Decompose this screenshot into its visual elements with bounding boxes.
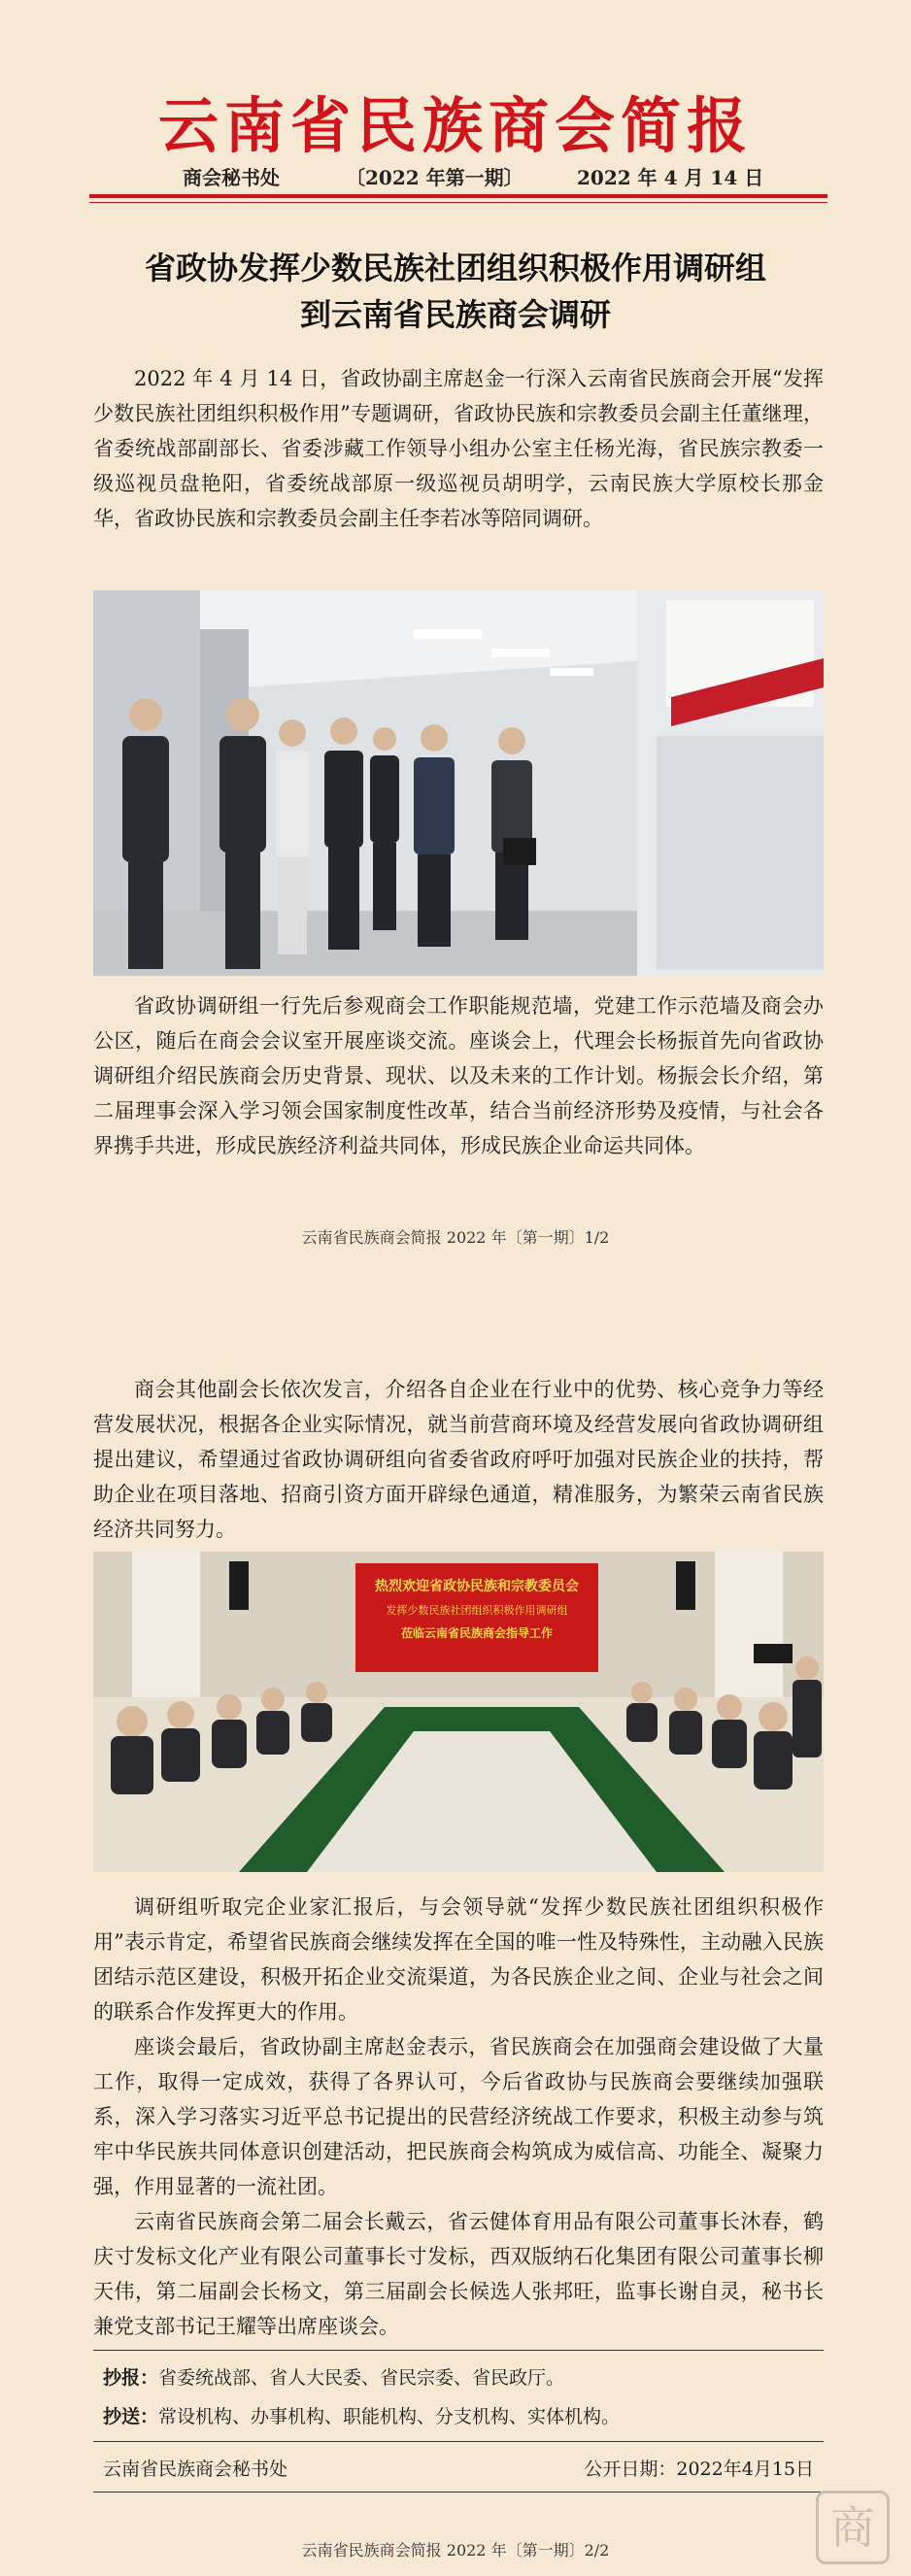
page-footer-2: 云南省民族商会简报 2022 年〔第一期〕2/2 bbox=[301, 2541, 610, 2559]
issuer: 商会秘书处 bbox=[183, 166, 280, 189]
header-rule-thin bbox=[89, 202, 827, 203]
distribution-block bbox=[93, 2350, 824, 2500]
headline-line-2: 到云南省民族商会调研 bbox=[299, 296, 611, 333]
banner-line-3: 莅临云南省民族商会指导工作 bbox=[400, 1626, 554, 1640]
photo-meeting-room bbox=[93, 1552, 824, 1872]
distribution-rule-middle bbox=[93, 2441, 824, 2442]
corridor-scene bbox=[93, 590, 824, 976]
issue-date: 2022 年 4 月 14 日 bbox=[577, 166, 764, 189]
paragraph-4: 调研组听取完企业家汇报后，与会领导就“发挥少数民族社团组织积极作用”表示肯定，希望省民族商会继续发挥在全国的唯一性及特殊性，主动融入民族团结示范区建设，积极开拓企业交流渠道，为各民族企业之间、企业与社会之间的联系合作发挥更大的作用。 bbox=[93, 1895, 824, 2024]
page-footer-1: 云南省民族商会简报 2022 年〔第一期〕1/2 bbox=[301, 1228, 610, 1247]
chamber-logo: 商 bbox=[816, 2491, 890, 2564]
photo-visit-corridor bbox=[93, 590, 824, 976]
report-recipients: 省委统战部、省人大民委、省民宗委、省民政厅。 bbox=[158, 2367, 565, 2389]
article-headline bbox=[58, 245, 853, 338]
report-label: 抄报： bbox=[103, 2367, 159, 2389]
masthead-title: 云南省民族商会简报 bbox=[157, 90, 753, 161]
issue-number: 〔2022 年第一期〕 bbox=[346, 166, 523, 189]
publish-date: 公开日期：2022年4月15日 bbox=[584, 2459, 814, 2480]
distribution-rule-top bbox=[93, 2350, 824, 2351]
paragraph-6: 云南省民族商会第二届会长戴云，省云健体育用品有限公司董事长沐春，鹤庆寸发标文化产业有限公司董事长寸发标，西双版纳石化集团有限公司董事长柳天伟，第二届副会长杨文，第三届副会长候选人张邦旺，监事长谢自灵，秘书长兼党支部书记王耀等出席座谈会。 bbox=[93, 2210, 824, 2338]
banner-line-1: 热烈欢迎省政协民族和宗教委员会 bbox=[375, 1579, 579, 1594]
issuing-org: 云南省民族商会秘书处 bbox=[103, 2459, 288, 2480]
report-to-row bbox=[103, 2363, 564, 2390]
headline-line-1: 省政协发挥少数民族社团组织积极作用调研组 bbox=[144, 250, 766, 286]
paragraph-2: 省政协调研组一行先后参观商会工作职能规范墙，党建工作示范墙及商会办公区，随后在商会会议室开展座谈交流。座谈会上，代理会长杨振首先向省政协调研组介绍民族商会历史背景、现状、以及未来的工作计划。杨振会长介绍，第二届理事会深入学习领会国家制度性改革，结合当前经济形势及疫情，与社会各界携手共进，形成民族经济利益共同体，形成民族企业命运共同体。 bbox=[93, 994, 824, 1157]
paragraph-1: 2022 年 4 月 14 日，省政协副主席赵金一行深入云南省民族商会开展“发挥少数民族社团组织积极作用”专题调研，省政协民族和宗教委员会副主任董继理，省委统战部副部长、省委涉藏工作领导小组办公室主任杨光海，省民族宗教委一级巡视员盘艳阳，省委统战部原一级巡视员胡明学，云南民族大学原校长那金华，省政协民族和宗教委员会副主任李若冰等陪同调研。 bbox=[93, 367, 824, 530]
send-label: 抄送： bbox=[103, 2406, 159, 2427]
send-recipients: 常设机构、办事机构、职能机构、分支机构、实体机构。 bbox=[158, 2406, 621, 2427]
header-rule-thick bbox=[89, 194, 827, 198]
meeting-scene bbox=[93, 1552, 824, 1872]
banner-line-2: 发挥少数民族社团组织积极作用调研组 bbox=[386, 1604, 568, 1617]
paragraph-5: 座谈会最后，省政协副主席赵金表示，省民族商会在加强商会建设做了大量工作，取得一定成效，获得了各界认可，今后省政协与民族商会要继续加强联系，深入学习落实习近平总书记提出的民营经济统战工作要求，积极主动参与筑牢中华民族共同体意识创建活动，把民族商会构筑成为威信高、功能全、凝聚力强，作用显著的一流社团。 bbox=[93, 2035, 824, 2198]
send-to-row bbox=[103, 2402, 620, 2428]
paragraph-3: 商会其他副会长依次发言，介绍各自企业在行业中的优势、核心竞争力等经营发展状况，根据各企业实际情况，就当前营商环境及经营发展向省政协调研组提出建议，希望通过省政协调研组向省委省政府呼吁加强对民族企业的扶持，帮助企业在项目落地、招商引资方面开辟绿色通道，精准服务，为繁荣云南省民族经济共同努力。 bbox=[93, 1378, 824, 1541]
